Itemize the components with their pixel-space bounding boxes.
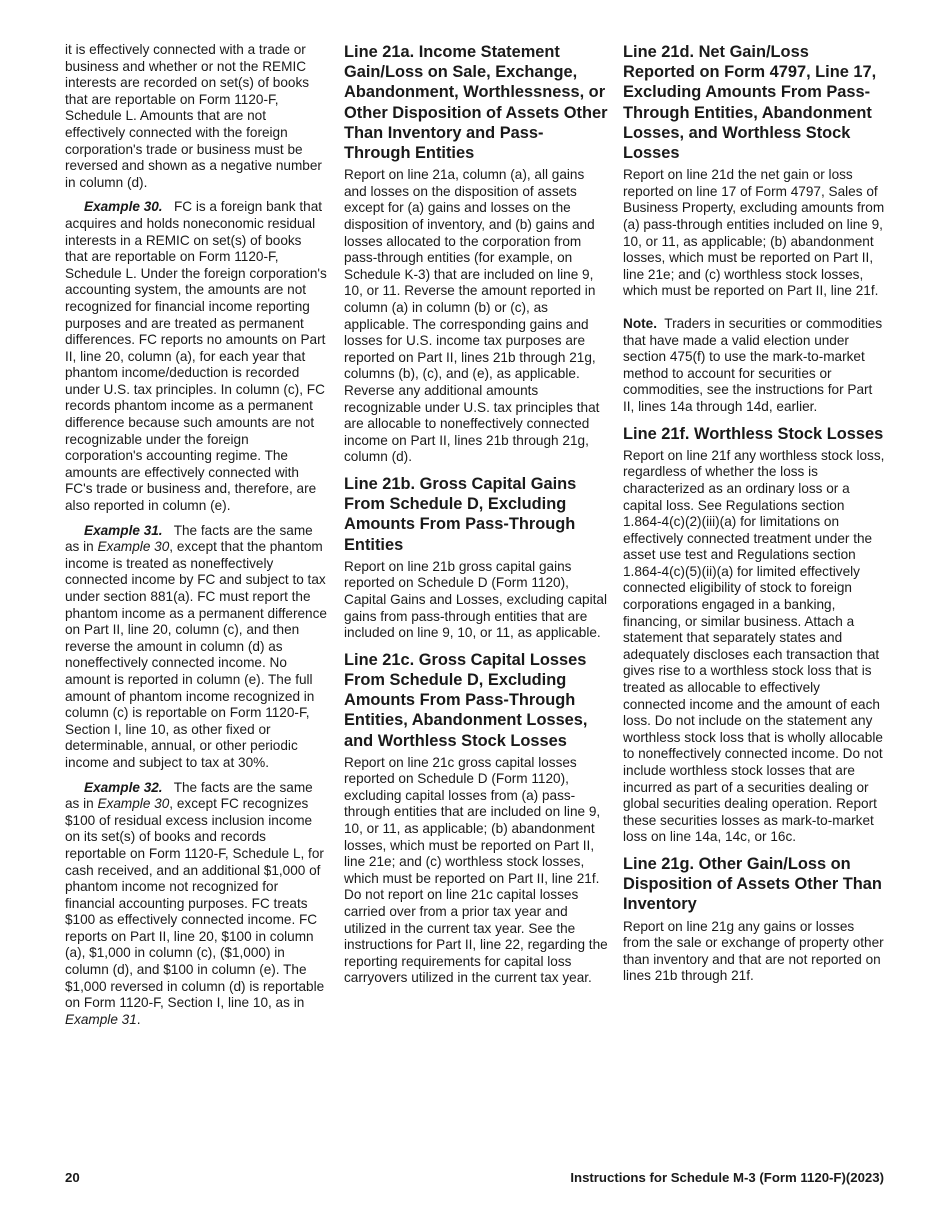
- example-32: [65, 780, 327, 1029]
- example-32-end: .: [136, 1011, 141, 1027]
- heading-line-21b: Line 21b. Gross Capital Gains From Schedule D, Excluding Amounts From Pass-Through Entities: [344, 474, 577, 554]
- example-32-text-b: , except FC recognizes $100 of residual excess inclusion income on its set(s) of books and records reportable on Form 1120-F, Schedule L, for cash received, and an additional $1,000 of phantom income not recognized for financial accounting purposes. FC treats $100 as effectively connected income. FC reports on Part II, line 20, $100 in column (a), $1,000 in column (c), ($1,000) in column (d), and $100 in column (e). The $1,000 reversed in column (d) is reportable on Form 1120-F, Section I, line 10, as in: [65, 796, 325, 1011]
- example-31-label: Example 31.: [84, 522, 163, 538]
- heading-line-21a: Line 21a. Income Statement Gain/Loss on Sale, Exchange, Abandonment, Worthlessness, or Other Disposition of Assets Other Than Inventory and Pass-Through Entities: [344, 43, 608, 163]
- note-label: Note.: [623, 315, 657, 331]
- paragraph-line-21c: Report on line 21c gross capital losses reported on Schedule D (Form 1120), excluding capital losses from (a) pass-through entities that are included on line 9, 10, or 11, as applicable; (b) abandonment losses, which must be reported on Part II, line 21e; and (c) worthless stock losses, which must be reported on Part II, line 21f. Do not report on line 21c capital losses carried over from a prior tax year and utilized in the current tax year. See the instructions for Part II, line 22, regarding the reporting requirements for capital loss carryovers utilized in the current tax year.: [344, 754, 608, 986]
- example-31: [65, 523, 327, 772]
- example-32-text-a: The facts are the same as in: [65, 779, 313, 812]
- spacer: [623, 308, 885, 316]
- paragraph-continuation: it is effectively connected with a trade or business and whether or not the REMIC interests are recorded on set(s) of books that are reportable on Form 1120-F, Schedule L. Amounts that are not effectively connected with the foreign corporation's trade or business must be reversed and shown as a negative number in column (d).: [65, 42, 322, 190]
- page-number: 20: [65, 1170, 80, 1185]
- heading-line-21c: Line 21c. Gross Capital Losses From Schedule D, Excluding Amounts From Pass-Through Entities, Abandonment Losses, and Worthless Stock Losses: [344, 650, 588, 750]
- paragraph-line-21f: Report on line 21f any worthless stock loss, regardless of whether the loss is characterized as an ordinary loss or a capital loss. See Regulations section 1.864-4(c)(2)(iii)(a) for limitations on effectively connected treatment under the asset use test and Regulations section 1.864-4(c)(5)(ii)(a) for limited effectively connected eligibility of stock to foreign corporations engaged in a banking, financing, or similar business. Attach a statement that separately states and adequately discloses each transaction that gives rise to a worthless stock loss that is treated as allocable to effectively connected income and the amount of each loss. Do not include on the statement any worthless stock loss that is wholly allocable to noneffectively connected income. Do not include worthless stock losses that are incurred as part of a securities dealing or global securities dealing operation. Report these securities losses as mark-to-market loss on line 14a, 14c, or 16c.: [623, 447, 885, 845]
- paragraph-line-21g: Report on line 21g any gains or losses from the sale or exchange of property other than inventory and that are not reported on lines 21b through 21f.: [623, 918, 884, 984]
- paragraph-line-21d: Report on line 21d the net gain or loss reported on line 17 of Form 4797, Sales of Business Property, excluding amounts from (a) pass-through entities included on line 9, 10, or 11, as applicable; (b) abandonment losses, which must be reported on Part II, line 21e; and (c) worthless stock losses, which must be reported on Part II, line 21f.: [623, 167, 885, 299]
- paragraph-line-21a: Report on line 21a, column (a), all gains and losses on the disposition of assets except for (a) gains and losses on the disposition of inventory, and (b) gains and losses allocated to the corporation from pass-through entities (for example, on Schedule K-3) that are included on line 9, 10, or 11. Reverse the amount reported in column (a) in column (b) or (c), as applicable. The corresponding gains and losses for U.S. income tax purposes are reported on Part II, lines 21b through 21g, columns (b), (c), and (e), as applicable. Reverse any additional amounts recognizable under U.S. tax principles that are allocable to noneffectively connected income on Part II, lines 21b through 21g, column (d).: [344, 167, 600, 465]
- example-31-text-a: The facts are the same as in: [65, 522, 313, 555]
- example-30: [65, 199, 327, 514]
- example-32-label: Example 32.: [84, 779, 163, 795]
- example-32-ref: Example 30: [97, 796, 170, 812]
- footer-document-title: Instructions for Schedule M-3 (Form 1120-F)(2023): [570, 1170, 884, 1185]
- heading-line-21f: Line 21f. Worthless Stock Losses: [623, 424, 884, 443]
- paragraph-line-21b: Report on line 21b gross capital gains reported on Schedule D (Form 1120), Capital Gains and Losses, excluding capital gains from pass-through entities that are included on line 9, 10, or 11, as applicable.: [344, 558, 607, 641]
- example-31-text-b: , except that the phantom income is treated as noneffectively connected income by FC and subject to tax under section 881(a). FC must report the phantom income as a permanent difference on Part II, line 20, column (c), and then reverse the amount in column (d) as noneffectively connected income. No amount is reported in column (e). The full amount of phantom income recognized in column (c) is reportable on Form 1120-F, Section I, line 10, as other fixed or determinable, annual, or other periodic income and subject to tax at 30%.: [65, 539, 327, 770]
- note-paragraph: [623, 316, 885, 416]
- example-30-text: FC is a foreign bank that acquires and holds noneconomic residual interests in a REMIC on set(s) of books that are reportable on Form 1120-F, Schedule L. Under the foreign corporation's accounting system, the amounts are not recognized for financial income reporting purposes and are treated as permanent differences. FC reports no amounts on Part II, line 20, column (a), for each year that phantom income/deduction is recorded under U.S. tax principles. In column (c), FC records phantom income as a permanent difference because such amounts are not recognizable under the foreign corporation's accounting regime. The amounts are effectively connected with FC's trade or business and, therefore, are also reported in column (e).: [65, 199, 327, 514]
- heading-line-21g: Line 21g. Other Gain/Loss on Disposition of Assets Other Than Inventory: [623, 854, 882, 914]
- heading-line-21d: Line 21d. Net Gain/Loss Reported on Form 4797, Line 17, Excluding Amounts From Pass-Through Entities, Abandonment Losses, and Worthless Stock Losses: [623, 43, 877, 163]
- example-31-ref: Example 30: [97, 539, 170, 555]
- note-text: Traders in securities or commodities that have made a valid election under section 475(f) to use the mark-to-market method to account for securities or commodities, see the instructions for Part II, lines 14a through 14d, earlier.: [623, 315, 883, 414]
- column-2: [344, 42, 608, 995]
- example-30-label: Example 30.: [84, 199, 163, 215]
- column-3: [623, 42, 885, 993]
- example-32-ref-2: Example 31: [65, 1011, 137, 1027]
- column-1: [65, 42, 327, 1036]
